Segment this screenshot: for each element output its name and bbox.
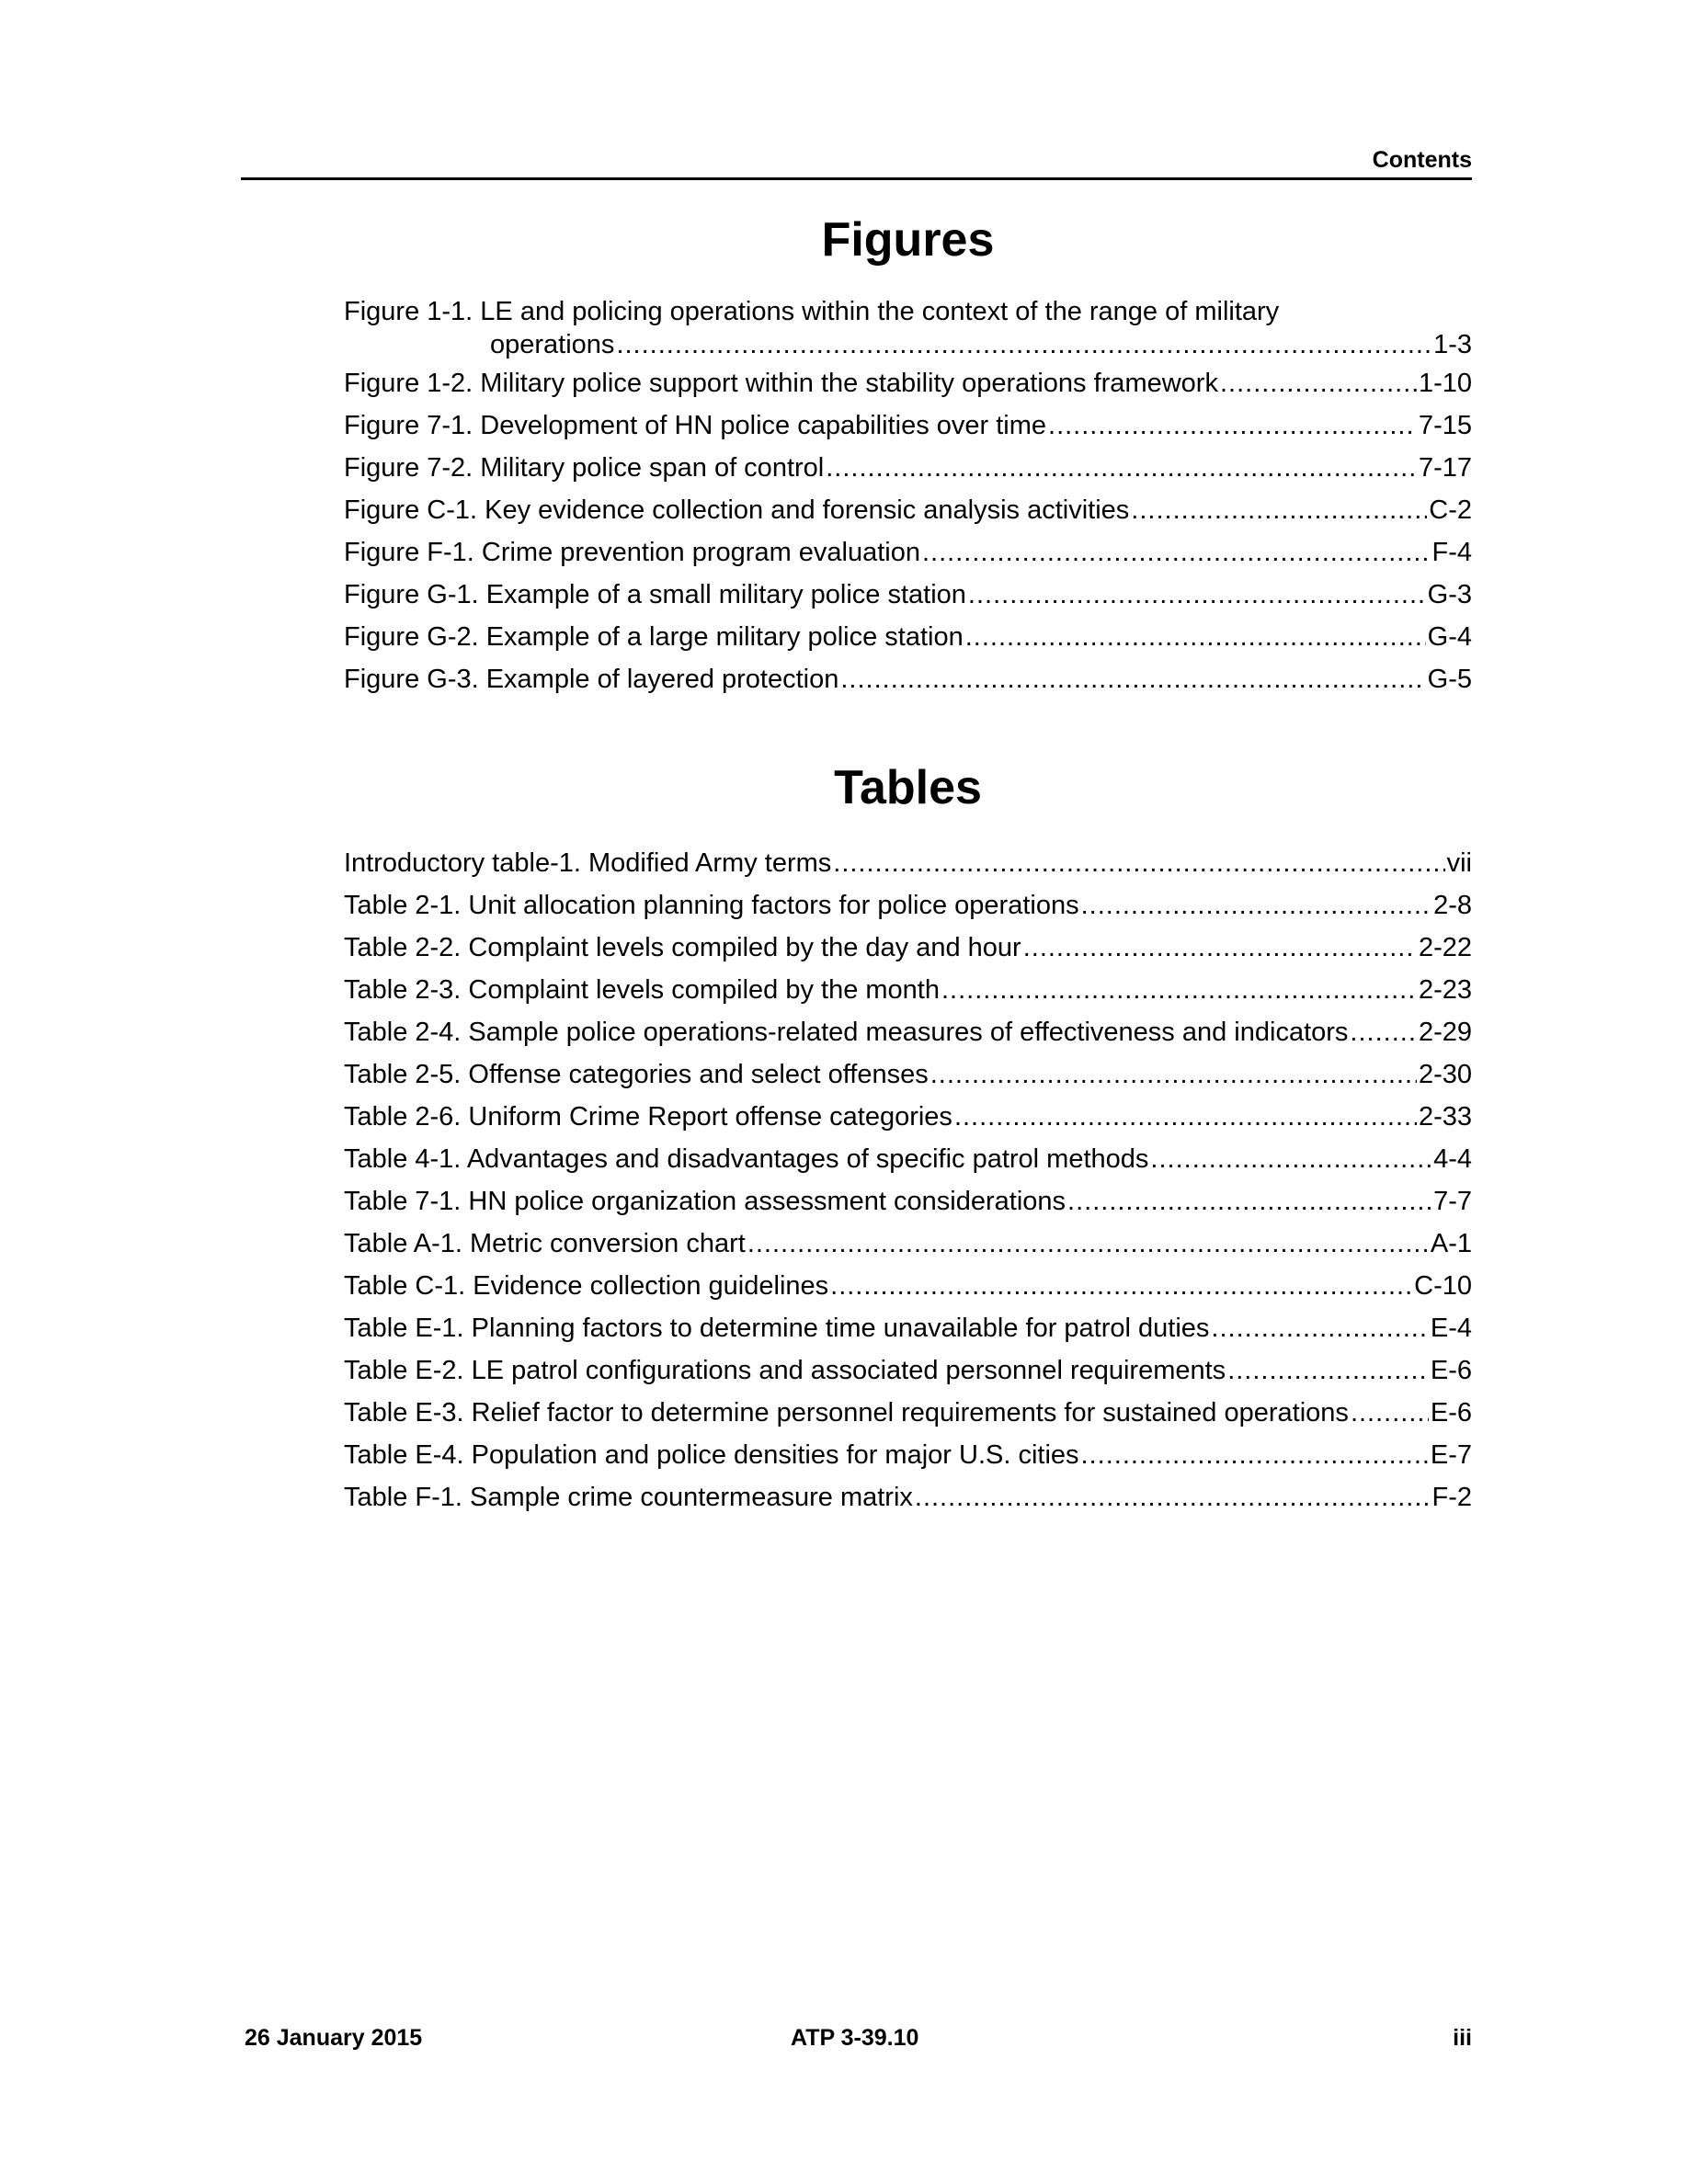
table-entry[interactable] xyxy=(344,1476,1472,1519)
figure-entry[interactable] xyxy=(344,404,1472,447)
footer-doc-id: ATP 3-39.10 xyxy=(791,2025,919,2051)
table-entry[interactable] xyxy=(344,1138,1472,1180)
dot-leader xyxy=(930,1053,1417,1096)
figure-entry-text: Figure G-2. Example of a large military police station xyxy=(344,622,964,652)
table-entry[interactable] xyxy=(344,1349,1472,1392)
tables-list xyxy=(344,842,1472,1519)
table-entry-text: Table 2-1. Unit allocation planning factors for police operations xyxy=(344,891,1079,920)
table-entry-text: Table 2-5. Offense categories and select offenses xyxy=(344,1060,929,1089)
table-entry[interactable] xyxy=(344,969,1472,1011)
table-entry-text: Table 2-2. Complaint levels compiled by the day and hour xyxy=(344,933,1021,962)
table-entry[interactable] xyxy=(344,1180,1472,1223)
dot-leader xyxy=(747,1223,1429,1265)
figure-entry-page: 1-10 xyxy=(1418,369,1472,398)
dot-leader xyxy=(1350,1011,1417,1053)
header-rule xyxy=(241,177,1472,180)
table-entry-page: 7-7 xyxy=(1433,1187,1472,1216)
figure-entry-page: G-5 xyxy=(1427,665,1472,694)
table-entry-page: 2-8 xyxy=(1433,891,1472,920)
table-entry-text: Table A-1. Metric conversion chart xyxy=(344,1229,746,1258)
dot-leader xyxy=(1220,362,1417,404)
dot-leader xyxy=(1351,1392,1429,1434)
table-entry-text: Table E-3. Relief factor to determine personnel requirements for sustained operations xyxy=(344,1398,1349,1428)
figure-entry-text-continued: operations xyxy=(490,330,615,359)
dot-leader xyxy=(922,531,1431,574)
table-entry[interactable] xyxy=(344,884,1472,927)
footer-page-number: iii xyxy=(1453,2025,1472,2051)
table-entry-page: vii xyxy=(1446,848,1472,878)
dot-leader xyxy=(1067,1180,1431,1223)
table-entry-page: E-4 xyxy=(1430,1314,1472,1343)
dot-leader xyxy=(616,327,1431,362)
dot-leader xyxy=(1150,1138,1431,1180)
dot-leader xyxy=(968,574,1426,616)
table-entry-page: E-6 xyxy=(1430,1398,1472,1428)
table-entry[interactable] xyxy=(344,1307,1472,1349)
table-entry[interactable] xyxy=(344,1096,1472,1138)
table-entry[interactable] xyxy=(344,1434,1472,1476)
figure-entry-text: Figure F-1. Crime prevention program evaluation xyxy=(344,538,920,567)
dot-leader xyxy=(1211,1307,1428,1349)
dot-leader xyxy=(1048,404,1417,447)
table-entry-page: 2-29 xyxy=(1418,1018,1472,1047)
table-entry-text: Table 7-1. HN police organization assessment considerations xyxy=(344,1187,1066,1216)
figure-entry-page: 7-15 xyxy=(1418,411,1472,440)
figure-entry-text: Figure 1-2. Military police support within the stability operations framework xyxy=(344,369,1218,398)
table-entry[interactable] xyxy=(344,1011,1472,1053)
figure-entry-text: Figure 7-2. Military police span of control xyxy=(344,453,825,483)
table-entry-text: Table 2-6. Uniform Crime Report offense categories xyxy=(344,1102,952,1132)
figure-entry[interactable] xyxy=(344,296,1472,362)
figure-entry-text: Figure C-1. Key evidence collection and forensic analysis activities xyxy=(344,495,1130,525)
figure-entry[interactable] xyxy=(344,658,1472,700)
dot-leader xyxy=(941,969,1417,1011)
figure-entry-text: Figure G-3. Example of layered protection xyxy=(344,665,839,694)
table-entry[interactable] xyxy=(344,1265,1472,1307)
table-entry-text: Table 2-3. Complaint levels compiled by the month xyxy=(344,975,940,1005)
figure-entry[interactable] xyxy=(344,574,1472,616)
figure-entry-page: 7-17 xyxy=(1418,453,1472,483)
figure-entry[interactable] xyxy=(344,616,1472,658)
table-entry-page: 2-23 xyxy=(1418,975,1472,1005)
dot-leader xyxy=(954,1096,1417,1138)
dot-leader xyxy=(830,1265,1412,1307)
dot-leader xyxy=(833,842,1444,884)
table-entry-page: E-6 xyxy=(1430,1356,1472,1385)
figure-entry-text: Figure 1-1. LE and policing operations within the context of the range of military xyxy=(344,297,1280,326)
table-entry[interactable] xyxy=(344,927,1472,969)
figure-entry-page: F-4 xyxy=(1431,538,1472,567)
figures-list xyxy=(344,296,1472,700)
dot-leader xyxy=(1081,1434,1429,1476)
dot-leader xyxy=(1227,1349,1429,1392)
tables-heading: Tables xyxy=(834,761,982,814)
figures-heading: Figures xyxy=(821,213,995,267)
footer-date: 26 January 2015 xyxy=(245,2025,423,2051)
figure-entry-text: Figure 7-1. Development of HN police capabilities over time xyxy=(344,411,1047,440)
dot-leader xyxy=(826,447,1417,489)
figure-entry[interactable] xyxy=(344,531,1472,574)
figure-entry-page: C-2 xyxy=(1429,495,1472,525)
table-entry-page: 4-4 xyxy=(1433,1144,1472,1174)
dot-leader xyxy=(915,1476,1431,1519)
table-entry-page: 2-30 xyxy=(1418,1060,1472,1089)
table-entry-page: A-1 xyxy=(1430,1229,1472,1258)
figure-entry[interactable] xyxy=(344,447,1472,489)
figure-entry-page: G-4 xyxy=(1427,622,1472,652)
dot-leader xyxy=(965,616,1426,658)
figure-entry-page: G-3 xyxy=(1427,580,1472,609)
dot-leader xyxy=(1131,489,1427,531)
figure-entry-text: Figure G-1. Example of a small military police station xyxy=(344,580,966,609)
table-entry[interactable] xyxy=(344,842,1472,884)
table-entry-text: Table E-4. Population and police densities for major U.S. cities xyxy=(344,1440,1079,1470)
figure-entry[interactable] xyxy=(344,489,1472,531)
dot-leader xyxy=(1081,884,1431,927)
dot-leader xyxy=(1023,927,1417,969)
table-entry-page: C-10 xyxy=(1414,1271,1472,1301)
table-entry-text: Introductory table-1. Modified Army terms xyxy=(344,848,832,878)
table-entry[interactable] xyxy=(344,1392,1472,1434)
dot-leader xyxy=(840,658,1425,700)
running-head: Contents xyxy=(1372,147,1472,173)
figure-entry-page: 1-3 xyxy=(1433,330,1472,359)
table-entry-page: 2-22 xyxy=(1418,933,1472,962)
table-entry-page: 2-33 xyxy=(1418,1102,1472,1132)
table-entry-text: Table C-1. Evidence collection guidelines xyxy=(344,1271,829,1301)
table-entry-page: F-2 xyxy=(1431,1483,1472,1512)
table-entry[interactable] xyxy=(344,1053,1472,1096)
table-entry-text: Table 4-1. Advantages and disadvantages of specific patrol methods xyxy=(344,1144,1149,1174)
figure-entry[interactable] xyxy=(344,362,1472,404)
table-entry-text: Table F-1. Sample crime countermeasure matrix xyxy=(344,1483,913,1512)
table-entry[interactable] xyxy=(344,1223,1472,1265)
table-entry-text: Table 2-4. Sample police operations-related measures of effectiveness and indicators xyxy=(344,1018,1349,1047)
table-entry-text: Table E-1. Planning factors to determine time unavailable for patrol duties xyxy=(344,1314,1210,1343)
table-entry-text: Table E-2. LE patrol configurations and associated personnel requirements xyxy=(344,1356,1226,1385)
table-entry-page: E-7 xyxy=(1430,1440,1472,1470)
